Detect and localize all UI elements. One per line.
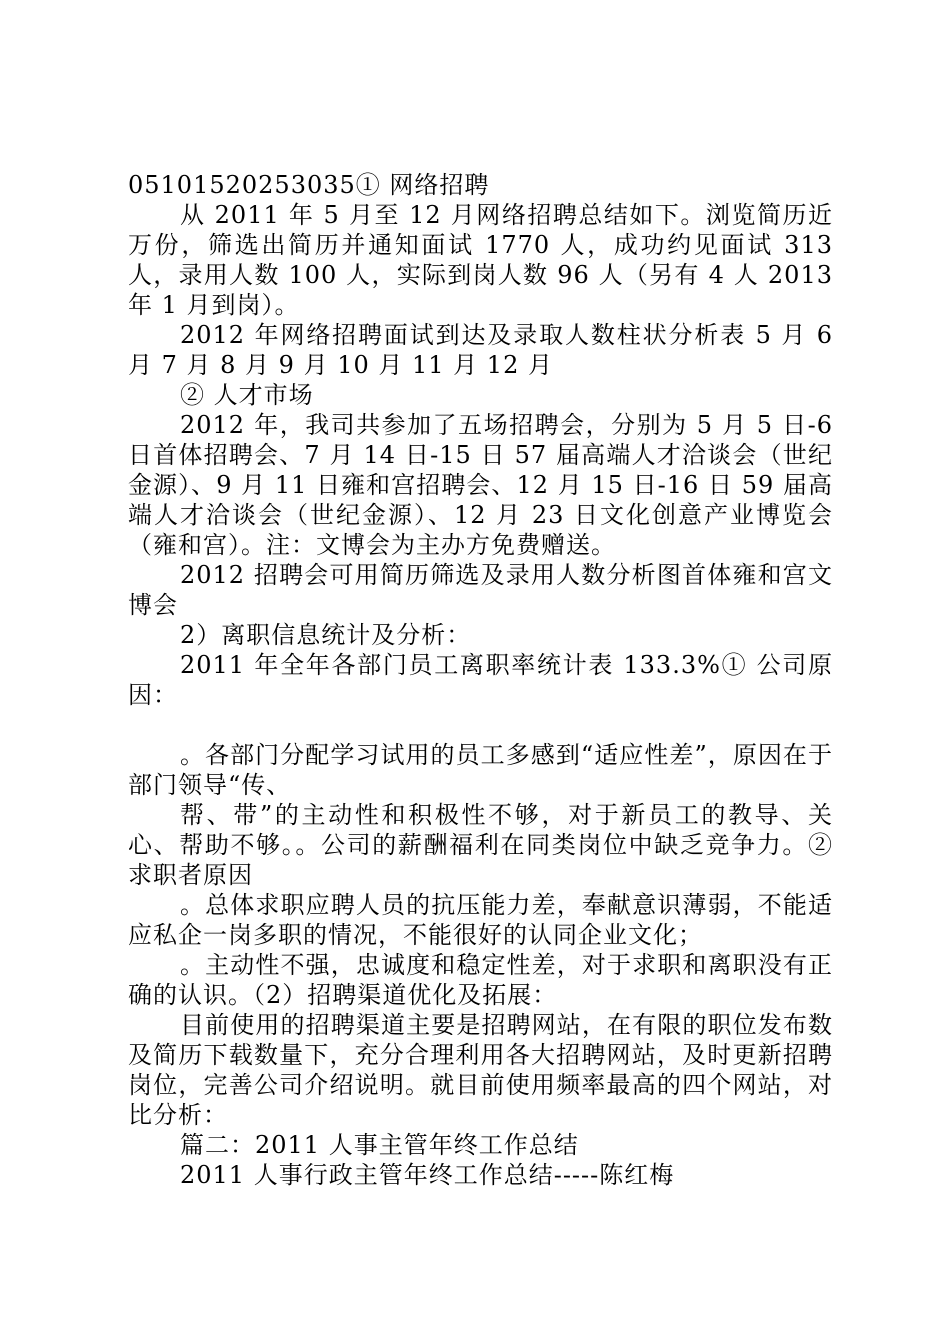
- paragraph-company-reason-1: 。各部门分配学习试用的员工多感到“适应性差”，原因在于部门领导“传、: [128, 741, 833, 799]
- paragraph-job-fair-chart-caption: 2012 招聘会可用简历筛选及录用人数分析图首体雍和宫文博会: [128, 561, 833, 619]
- paragraph-article-two-title: 篇二：2011 人事主管年终工作总结: [180, 1131, 579, 1159]
- paragraph-heading-online-recruitment: 05101520253035① 网络招聘: [128, 171, 490, 199]
- paragraph-online-chart-caption: 2012 年网络招聘面试到达及录取人数柱状分析表 5 月 6 月 7 月 8 月 9 月 10 月 11 月 12 月: [128, 321, 833, 379]
- paragraph-applicant-reason-1: 。总体求职应聘人员的抗压能力差，奉献意识薄弱，不能适应私企一岗多职的情况，不能很好的认同企业文化；: [128, 891, 833, 949]
- paragraph-job-fairs: 2012 年，我司共参加了五场招聘会，分别为 5 月 5 日-6 日首体招聘会、7 月 14 日-15 日 57 届高端人才洽谈会（世纪金源）、9 月 11 日雍和宫招聘会、12 月 15 日-16 日 59 届高端人才洽谈会（世纪金源）、12 月 23 日文化创意产业博览会（雍和宫）。注：文博会为主办方免费赠送。: [128, 411, 833, 559]
- paragraph-article-two-subtitle: 2011 人事行政主管年终工作总结-----陈红梅: [180, 1161, 675, 1189]
- paragraph-turnover-table-caption: 2011 年全年各部门员工离职率统计表 133.3%① 公司原因：: [128, 651, 833, 709]
- blank-line: [128, 710, 833, 740]
- paragraph-heading-turnover: 2）离职信息统计及分析：: [180, 621, 472, 649]
- paragraph-applicant-reason-2: 。主动性不强，忠诚度和稳定性差，对于求职和离职没有正确的认识。（2）招聘渠道优化及拓展：: [128, 951, 833, 1009]
- paragraph-company-reason-2: 帮、带”的主动性和积极性不够，对于新员工的教导、关心、帮助不够。。公司的薪酬福利在同类岗位中缺乏竞争力。②求职者原因: [128, 801, 833, 889]
- paragraph-channels: 目前使用的招聘渠道主要是招聘网站，在有限的职位发布数及简历下载数量下，充分合理利用各大招聘网站，及时更新招聘岗位，完善公司介绍说明。就目前使用频率最高的四个网站，对比分析：: [128, 1011, 833, 1129]
- document-body: [128, 170, 833, 1190]
- paragraph-heading-talent-market: ② 人才市场: [180, 381, 314, 409]
- paragraph-online-summary: 从 2011 年 5 月至 12 月网络招聘总结如下。浏览简历近万份，筛选出简历并通知面试 1770 人，成功约见面试 313 人，录用人数 100 人，实际到岗人数 96 人（另有 4 人 2013 年 1 月到岗）。: [128, 201, 833, 319]
